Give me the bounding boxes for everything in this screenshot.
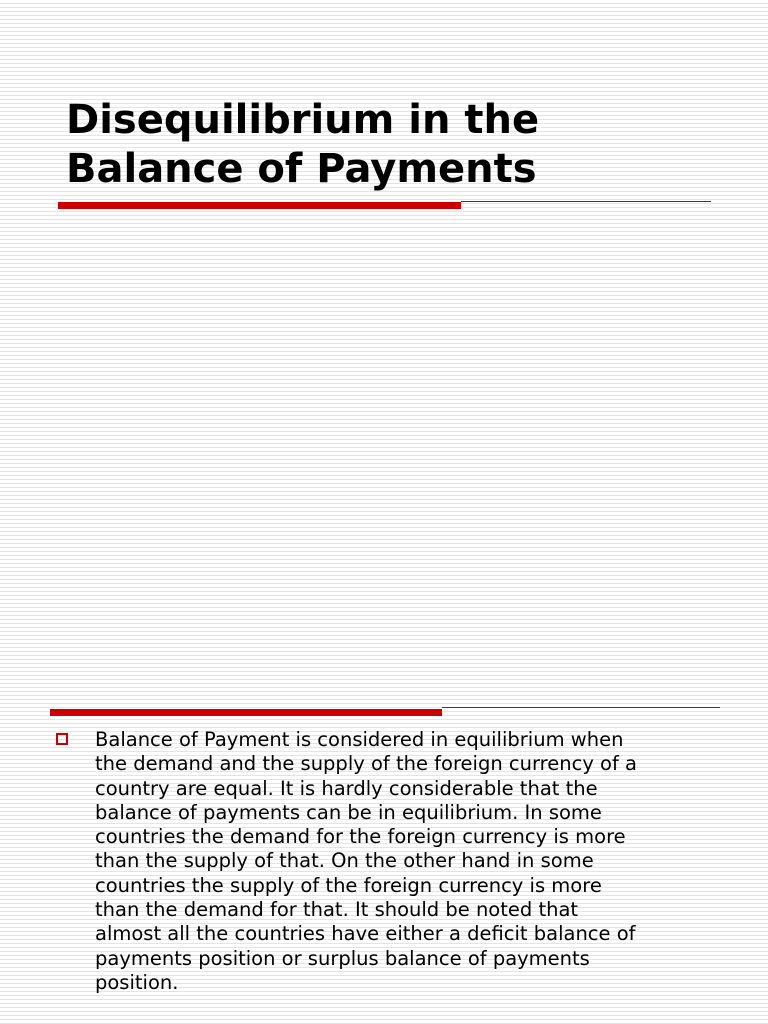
slide-title (66, 96, 726, 194)
bullet-text-line: Balance of Payment is considered in equilibrium when (95, 728, 624, 751)
hollow-square-bullet-icon (56, 733, 68, 745)
bullet-text-line: countries the supply of the foreign currency is more (95, 873, 602, 897)
bullet-text-line: position. (95, 970, 179, 994)
bullet-text-line: balance of payments can be in equilibrium. In some (95, 800, 602, 824)
bullet-list (56, 728, 716, 995)
body-divider-thick (50, 709, 442, 716)
slide-title-line-2: Balance of Payments (66, 146, 537, 192)
bullet-item (56, 728, 716, 995)
title-divider-thick (58, 202, 461, 209)
bullet-text-line: than the demand for that. It should be noted that (95, 898, 579, 922)
body-divider-thin (442, 707, 720, 708)
bullet-text-line: the demand and the supply of the foreign currency of a (95, 752, 638, 776)
slide-title-line-1: Disequilibrium in the (66, 97, 540, 143)
bullet-text-line: country are equal. It is hardly considerable that the (95, 776, 598, 800)
bullet-text (95, 728, 716, 995)
bullet-text-line: payments position or surplus balance of payments (95, 946, 590, 970)
bullet-text-line: almost all the countries have either a deficit balance of (95, 922, 636, 946)
title-divider-thin (461, 201, 711, 202)
bullet-text-line: than the supply of that. On the other hand in some (95, 849, 594, 873)
bullet-text-line: countries the demand for the foreign currency is more (95, 825, 626, 849)
